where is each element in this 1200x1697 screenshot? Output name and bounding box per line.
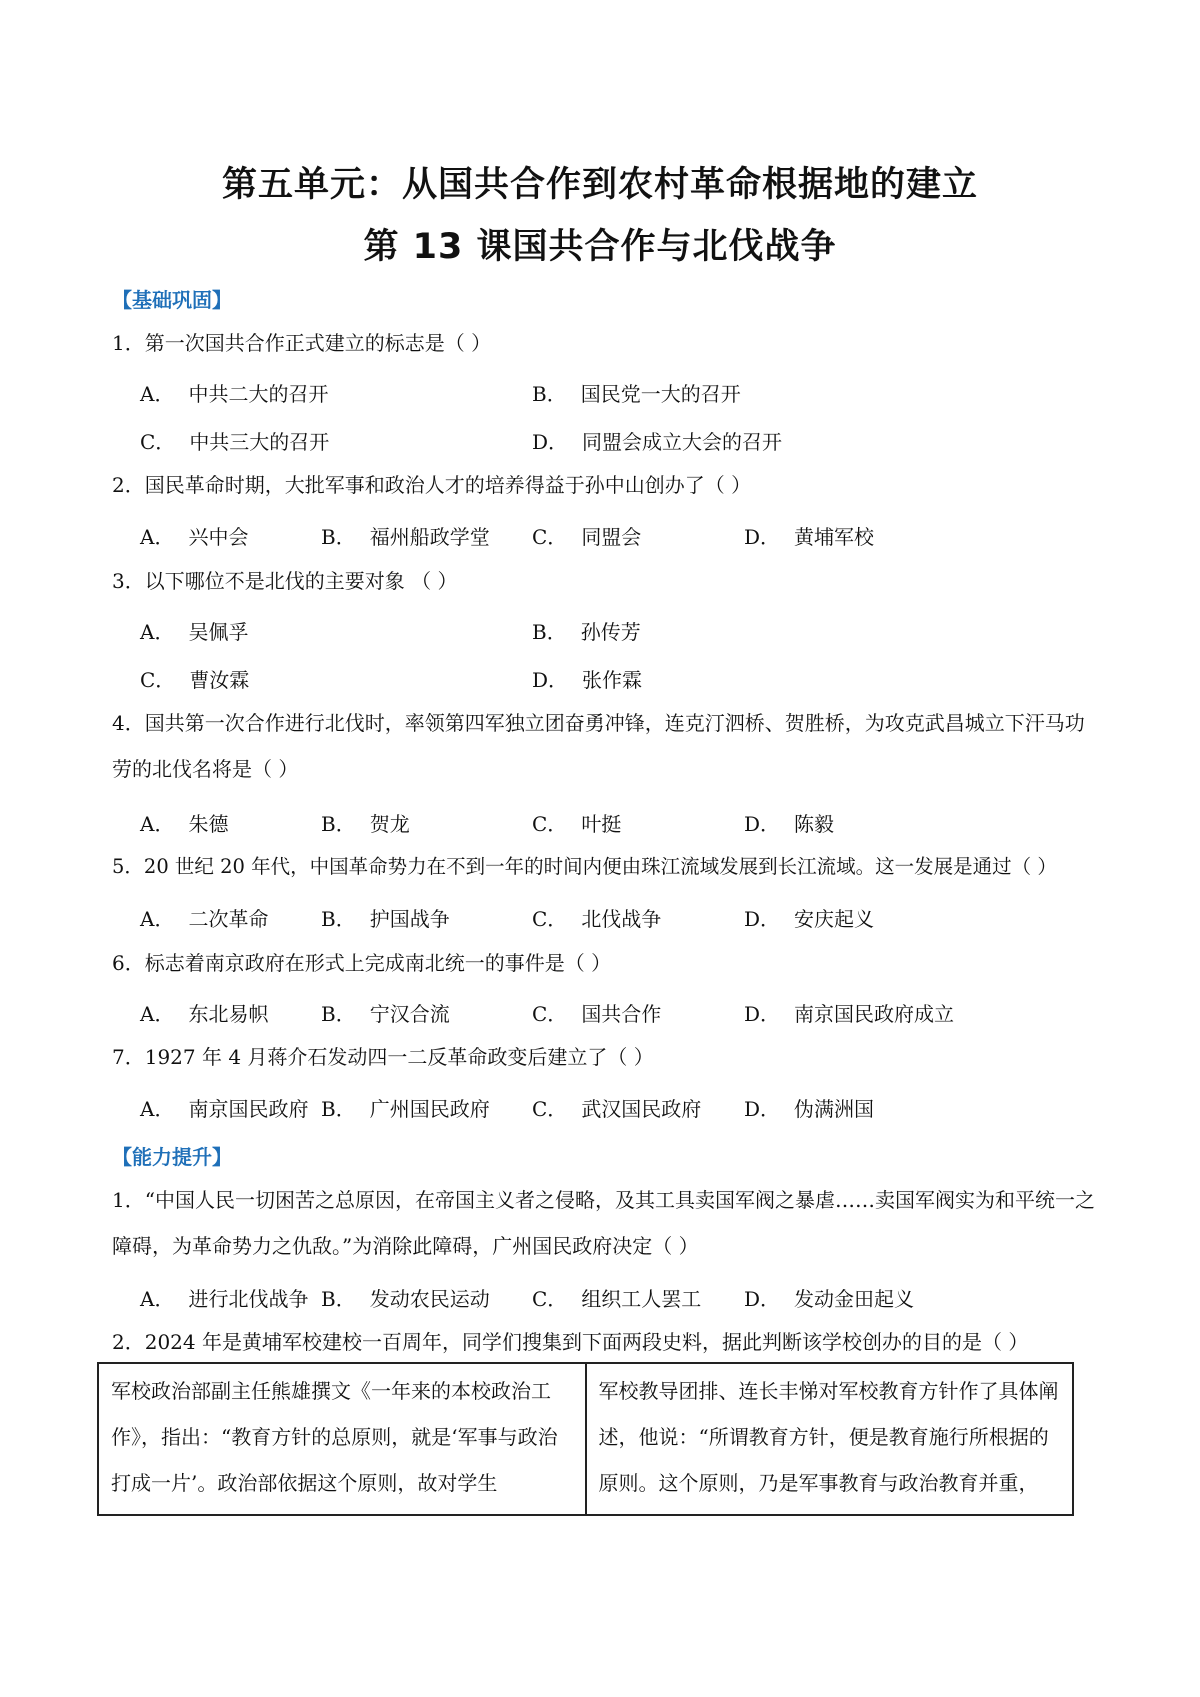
question-stem: 6．标志着南京政府在形式上完成南北统一的事件是（ ） <box>112 951 612 975</box>
option-text: 东北易帜 <box>188 1002 269 1026</box>
unit-title: 第五单元：从国共合作到农村革命根据地的建立 <box>221 165 978 205</box>
option-b[interactable] <box>321 1093 490 1122</box>
option-text: 国共合作 <box>581 1002 662 1026</box>
option-d[interactable] <box>744 1093 874 1122</box>
option-text: 同盟会成立大会的召开 <box>582 430 783 454</box>
option-label: C． <box>140 430 176 454</box>
source-material-table <box>97 1362 1074 1516</box>
option-text: 孙传芳 <box>580 620 641 644</box>
option-a[interactable] <box>140 616 248 645</box>
option-text: 安庆起义 <box>794 907 875 931</box>
option-d[interactable] <box>744 808 834 837</box>
option-b[interactable] <box>532 378 741 407</box>
option-c[interactable] <box>140 426 329 455</box>
question-stem: 2．2024 年是黄埔军校建校一百周年，同学们搜集到下面两段史料，据此判断该学校创办的目的是（ ） <box>112 1330 1029 1354</box>
option-b[interactable] <box>532 616 641 645</box>
option-label: A． <box>140 1287 175 1311</box>
option-b[interactable] <box>321 1283 490 1312</box>
option-label: B． <box>532 382 567 406</box>
option-b[interactable] <box>321 808 410 837</box>
option-c[interactable] <box>532 1093 701 1122</box>
option-b[interactable] <box>321 903 450 932</box>
option-text: 伪满洲国 <box>794 1097 875 1121</box>
option-a[interactable] <box>140 1283 308 1312</box>
option-text: 发动农民运动 <box>369 1287 490 1311</box>
option-label: B． <box>321 907 356 931</box>
option-label: D． <box>744 812 781 836</box>
option-text: 吴佩孚 <box>188 620 249 644</box>
option-label: C． <box>532 525 568 549</box>
option-b[interactable] <box>321 521 490 550</box>
option-text: 宁汉合流 <box>369 1002 450 1026</box>
option-label: B． <box>321 525 356 549</box>
option-text: 陈毅 <box>794 812 835 836</box>
source-left-cell: 军校政治部副主任熊雄撰文《一年来的本校政治工作》，指出：“教育方针的总原则，就是‘军事与政治打成一片’。政治部依据这个原则，故对学生 <box>98 1363 586 1515</box>
option-label: A． <box>140 525 175 549</box>
lesson-title: 第 13 课国共合作与北伐战争 <box>363 227 837 267</box>
option-d[interactable] <box>744 998 954 1027</box>
option-text: 曹汝霖 <box>189 668 250 692</box>
option-label: C． <box>532 1002 568 1026</box>
option-c[interactable] <box>532 1283 701 1312</box>
option-d[interactable] <box>532 664 642 693</box>
question-stem: 4．国共第一次合作进行北伐时，率领第四军独立团奋勇冲锋，连克汀泗桥、贺胜桥，为攻克武昌城立下汗马功劳的北伐名将是（ ） <box>112 711 1085 781</box>
option-label: D． <box>532 668 569 692</box>
option-c[interactable] <box>532 521 641 550</box>
option-label: A． <box>140 812 175 836</box>
option-a[interactable] <box>140 808 228 837</box>
option-d[interactable] <box>744 521 874 550</box>
option-text: 进行北伐战争 <box>188 1287 309 1311</box>
option-text: 国民党一大的召开 <box>580 382 741 406</box>
option-label: A． <box>140 1002 175 1026</box>
option-label: B． <box>321 1287 356 1311</box>
section-basic-heading: 【基础巩固】 <box>112 288 232 312</box>
option-label: A． <box>140 382 175 406</box>
option-c[interactable] <box>532 998 661 1027</box>
option-label: D． <box>744 525 781 549</box>
option-a[interactable] <box>140 1093 308 1122</box>
option-d[interactable] <box>532 426 782 455</box>
option-b[interactable] <box>321 998 450 1027</box>
option-d[interactable] <box>744 903 874 932</box>
option-c[interactable] <box>140 664 249 693</box>
option-label: D． <box>744 1002 781 1026</box>
option-label: D． <box>744 1287 781 1311</box>
option-text: 贺龙 <box>369 812 410 836</box>
question-stem: 7．1927 年 4 月蒋介石发动四一二反革命政变后建立了（ ） <box>112 1045 654 1069</box>
option-label: C． <box>532 812 568 836</box>
option-a[interactable] <box>140 378 328 407</box>
option-text: 二次革命 <box>188 907 269 931</box>
option-label: B． <box>532 620 567 644</box>
option-text: 发动金田起义 <box>794 1287 915 1311</box>
option-label: B． <box>321 1097 356 1121</box>
question-stem: 3．以下哪位不是北伐的主要对象 （ ） <box>112 569 458 593</box>
option-label: B． <box>321 1002 356 1026</box>
option-text: 护国战争 <box>369 907 450 931</box>
option-text: 南京国民政府成立 <box>794 1002 955 1026</box>
option-text: 南京国民政府 <box>188 1097 309 1121</box>
option-a[interactable] <box>140 903 268 932</box>
option-a[interactable] <box>140 998 268 1027</box>
question-stem: 5．20 世纪 20 年代，中国革命势力在不到一年的时间内便由珠江流域发展到长江流域。这一发展是通过（ ） <box>112 855 1057 878</box>
option-label: D． <box>744 907 781 931</box>
option-label: C． <box>532 1097 568 1121</box>
option-text: 广州国民政府 <box>369 1097 490 1121</box>
option-text: 朱德 <box>188 812 229 836</box>
option-a[interactable] <box>140 521 248 550</box>
option-text: 福州船政学堂 <box>369 525 490 549</box>
option-text: 同盟会 <box>581 525 642 549</box>
question-stem: 1．“中国人民一切困苦之总原因，在帝国主义者之侵略，及其工具卖国军阀之暴虐……卖国军阀实为和平统一之障碍，为革命势力之仇敌。”为消除此障碍，广州国民政府决定（ ） <box>112 1188 1095 1258</box>
source-right-cell: 军校教导团排、连长丰悌对军校教育方针作了具体阐述，他说：“所谓教育方针，便是教育施行所根据的原则。这个原则，乃是军事教育与政治教育并重， <box>586 1363 1074 1515</box>
question-stem: 2．国民革命时期，大批军事和政治人才的培养得益于孙中山创办了（ ） <box>112 473 752 497</box>
option-text: 兴中会 <box>188 525 249 549</box>
option-label: C． <box>532 1287 568 1311</box>
option-label: B． <box>321 812 356 836</box>
option-label: D． <box>532 430 569 454</box>
option-label: A． <box>140 620 175 644</box>
option-label: C． <box>140 668 176 692</box>
option-text: 黄埔军校 <box>794 525 875 549</box>
option-text: 张作霖 <box>582 668 643 692</box>
option-d[interactable] <box>744 1283 914 1312</box>
option-c[interactable] <box>532 903 661 932</box>
option-text: 组织工人罢工 <box>581 1287 702 1311</box>
option-label: A． <box>140 1097 175 1121</box>
option-label: A． <box>140 907 175 931</box>
option-label: C． <box>532 907 568 931</box>
option-text: 武汉国民政府 <box>581 1097 702 1121</box>
option-label: D． <box>744 1097 781 1121</box>
option-text: 北伐战争 <box>581 907 662 931</box>
section-advanced-heading: 【能力提升】 <box>112 1145 232 1169</box>
option-text: 中共二大的召开 <box>188 382 329 406</box>
option-text: 中共三大的召开 <box>189 430 330 454</box>
option-c[interactable] <box>532 808 621 837</box>
question-stem: 1．第一次国共合作正式建立的标志是（ ） <box>112 331 492 355</box>
table-row <box>98 1363 1073 1515</box>
option-text: 叶挺 <box>581 812 622 836</box>
